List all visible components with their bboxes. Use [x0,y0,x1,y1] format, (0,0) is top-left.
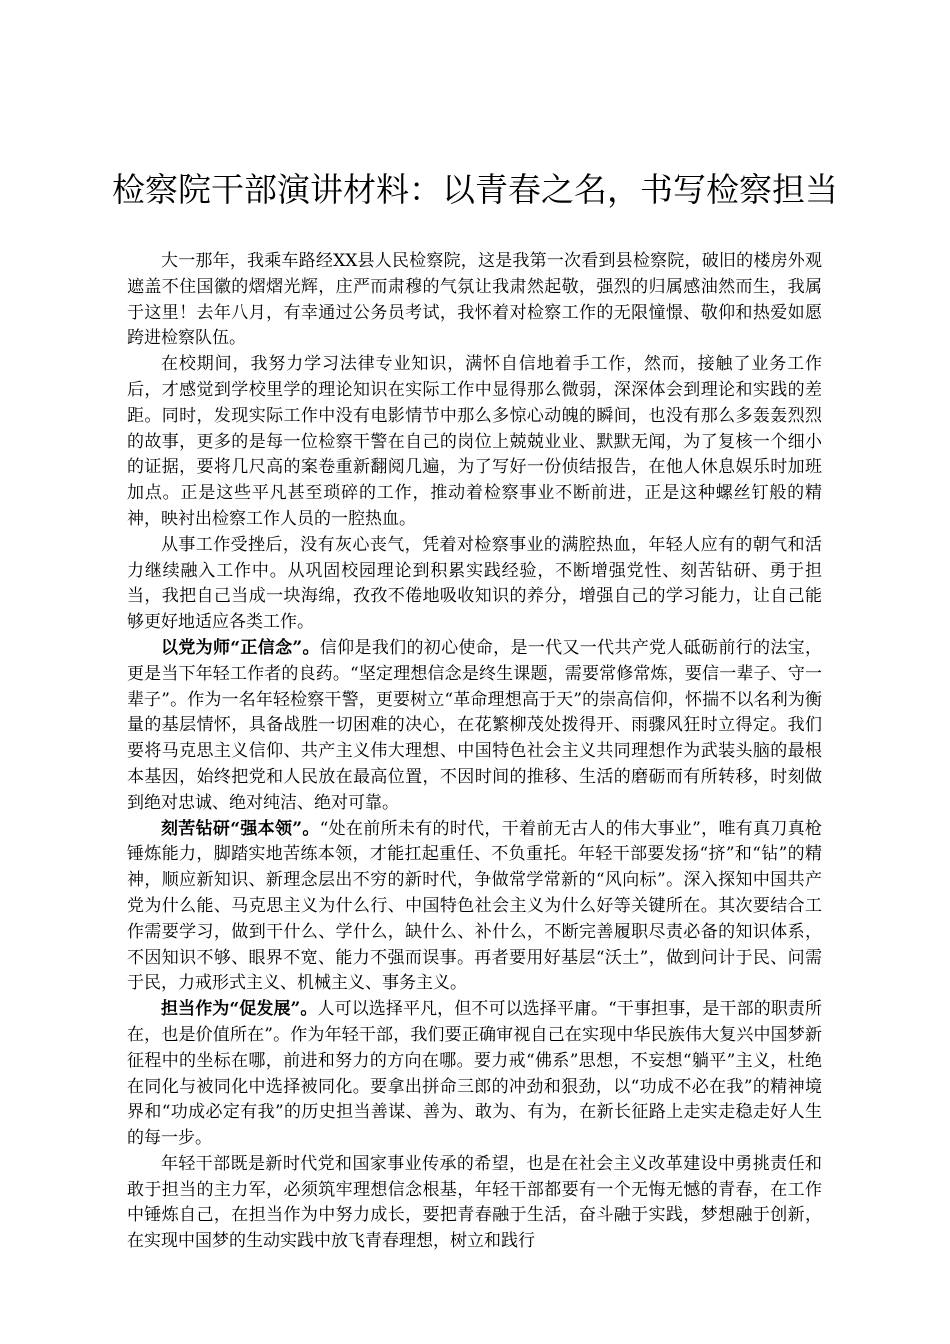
paragraph-text: 在校期间，我努力学习法律专业知识，满怀自信地着手工作，然而，接触了业务工作后，才感觉到学校里学的理论知识在实际工作中显得那么微弱，深深体会到理论和实践的差距。同时，发现实际工作中没有电影情节中那么多惊心动魄的瞬间，也没有那么多轰轰烈烈的故事，更多的是每一位检察干警在自己的岗位上兢兢业业、默默无闻，为了复核一个细小的证据，要将几尺高的案卷重新翻阅几遍，为了写好一份侦结报告，在他人休息娱乐时加班加点。正是这些平凡甚至琐碎的工作，推动着检察事业不断前进，正是这种螺丝钉般的精神，映衬出检察工作人员的一腔热血。 [127,354,822,529]
paragraph-5 [127,817,822,998]
paragraph-lead-heading: 担当作为“促发展”。 [161,999,318,1020]
paragraph-lead-heading: 刻苦钻研“强本领”。 [161,818,320,839]
paragraph-6 [127,997,822,1152]
document-body [127,249,822,1255]
paragraph-text: “处在前所未有的时代，干着前无古人的伟大事业”，唯有真刀真枪锤炼能力，脚踏实地苦练本领，才能扛起重任、不负重托。年轻干部要发扬“挤”和“钻”的精神，顺应新知识、新理念层出不穷的新时代，争做常学常新的“风向标”。深入探知中国共产党为什么能、马克思主义为什么行、中国特色社会主义为什么好等关键所在。其次要结合工作需要学习，做到干什么、学什么，缺什么、补什么，不断完善履职尽责必备的知识体系，不因知识不够、眼界不宽、能力不强而误事。再者要用好基层“沃土”，做到问计于民、问需于民，力戒形式主义、机械主义、事务主义。 [127,818,822,994]
paragraph-text: 从事工作受挫后，没有灰心丧气，凭着对检察事业的满腔热血，年轻人应有的朝气和活力继续融入工作中。从巩固校园理论到积累实践经验，不断增强党性、刻苦钻研、勇于担当，我把自己当成一块海绵，孜孜不倦地吸收知识的养分，增强自己的学习能力，让自己能够更好地适应各类工作。 [127,534,822,633]
paragraph-3 [127,533,822,636]
paragraph-4 [127,636,822,817]
paragraph-text: 信仰是我们的初心使命，是一代又一代共产党人砥砺前行的法宝，更是当下年轻工作者的良药。“坚定理想信念是终生课题，需要常修常炼，要信一辈子、守一辈子”。作为一名年轻检察干警，更要树立“革命理想高于天”的崇高信仰，怀揣不以名利为衡量的基层情怀，具备战胜一切困难的决心，在花繁柳茂处拨得开、雨骤风狂时立得定。我们要将马克思主义信仰、共产主义伟大理想、中国特色社会主义共同理想作为武装头脑的最根本基因，始终把党和人民放在最高位置，不因时间的推移、生活的磨砺而有所转移，时刻做到绝对忠诚、绝对纯洁、绝对可靠。 [127,637,823,813]
paragraph-text: 年轻干部既是新时代党和国家事业传承的希望，也是在社会主义改革建设中勇挑责任和敢于担当的主力军，必须筑牢理想信念根基，年轻干部都要有一个无悔无憾的青春，在工作中锤炼自己，在担当作为中努力成长，要把青春融于生活，奋斗融于实践，梦想融于创新，在实现中国梦的生动实践中放飞青春理想，树立和践行 [127,1153,822,1252]
paragraph-7 [127,1152,822,1255]
paragraph-text: 人可以选择平凡，但不可以选择平庸。“干事担事，是干部的职责所在，也是价值所在”。作为年轻干部，我们要正确审视自己在实现中华民族伟大复兴中国梦新征程中的坐标在哪，前进和努力的方向在哪。要力戒“佛系”思想，不妄想“躺平”主义，杜绝在同化与被同化中选择被同化。要拿出拼命三郎的冲劲和狠劲，以“功成不必在我”的精神境界和“功成必定有我”的历史担当善谋、善为、敢为、有为，在新长征路上走实走稳走好人生的每一步。 [127,999,822,1149]
paragraph-lead-heading: 以党为师“正信念”。 [161,637,320,658]
paragraph-2 [127,352,822,533]
document-title: 检察院干部演讲材料：以青春之名，书写检察担当 [112,170,838,209]
paragraph-1 [127,249,822,352]
paragraph-text: 大一那年，我乘车路经XX县人民检察院，这是我第一次看到县检察院，破旧的楼房外观遮盖不住国徽的熠熠光辉，庄严而肃穆的气氛让我肃然起敬，强烈的归属感油然而生，我属于这里！去年八月，有幸通过公务员考试，我怀着对检察工作的无限憧憬、敬仰和热爱如愿跨进检察队伍。 [127,251,822,349]
